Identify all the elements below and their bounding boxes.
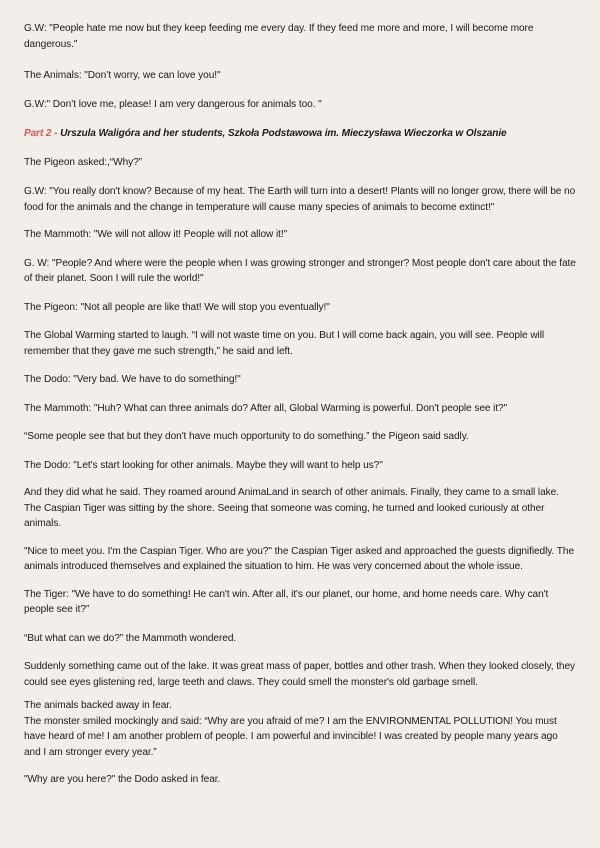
paragraph: "Nice to meet you. I'm the Caspian Tiger. Who are you?" the Caspian Tiger asked and approached the guests dignifiedly. The animals introduced themselves and explained the situation to him. He was very concerned about the whole issue. [24,545,574,572]
paragraph: The Dodo: "Let's start looking for other animals. Maybe they will want to help us?" [24,459,383,471]
part-label: Part 2 - [24,128,58,139]
paragraph: The Global Warming started to laugh. “I will not waste time on you. But I will come back again, you will see. People will remember that they gave me such strength,” he said and left. [24,330,545,357]
paragraph: The monster smiled mockingly and said: “Why are you afraid of me? I am the ENVIRONMENTAL POLLUTION! You must have heard of me! I am another problem of people. I am powerful and invincible! I was created by people many years ago and I am stronger every year.” [24,715,558,758]
paragraph: “Some people see that but they don't have much opportunity to do something.” the Pigeon said sadly. [24,431,469,442]
paragraph: G.W: "People hate me now but they keep feeding me every day. If they feed me more and more, I will become more dangerous." [24,23,534,50]
paragraph: The Tiger: "We have to do something! He can't win. After all, it's our planet, our home, and home needs care. Why can't people see it?” [24,588,549,615]
part-heading-text: Urszula Waligóra and her students, Szkoła Podstawowa im. Mieczysława Wieczorka w Olszanie [57,128,507,139]
paragraph: Suddenly something came out of the lake. It was great mass of paper, bottles and other trash. When they looked closely, they could see eyes glistening red, large teeth and claws. They could smell the monster's old garbage smell. [24,661,576,688]
paragraph: And they did what he said. They roamed around AnimaLand in search of other animals. Finally, they came to a small lake. The Caspian Tiger was sitting by the shore. Seeing that someone was coming, he turned and looked curiously at other animals. [24,487,559,529]
paragraph: The Pigeon: "Not all people are like that! We will stop you eventually!" [24,301,330,313]
paragraph: The Mammoth: "Huh? What can three animals do? After all, Global Warming is powerful. Don't people see it?" [24,402,508,414]
paragraph: The animals backed away in fear. [24,700,172,711]
paragraph: The Dodo: "Very bad. We have to do something!" [24,374,241,385]
part-heading [24,126,576,142]
paragraph: The Mammoth: "We will not allow it! People will not allow it!" [24,229,288,240]
paragraph: "Why are you here?" the Dodo asked in fear. [24,774,221,785]
paragraph: “But what can we do?” the Mammoth wondered. [24,632,237,644]
paragraph: G. W: "People? And where were the people when I was growing stronger and stronger? Most people don't care about the fate of their planet. Soon I will rule the world!" [24,257,576,284]
paragraph: The Pigeon asked:,“Why?” [24,156,142,168]
paragraph: The Animals: "Don’t worry, we can love you!" [24,70,221,81]
paragraph: G.W:" Don’t love me, please! I am very dangerous for animals too. " [24,98,322,110]
paragraph: G.W: "You really don't know? Because of my heat. The Earth will turn into a desert! Plants will no longer grow, there will be no food for the animals and the change in temperature will cause many species of animals to become extinct!" [24,186,576,213]
